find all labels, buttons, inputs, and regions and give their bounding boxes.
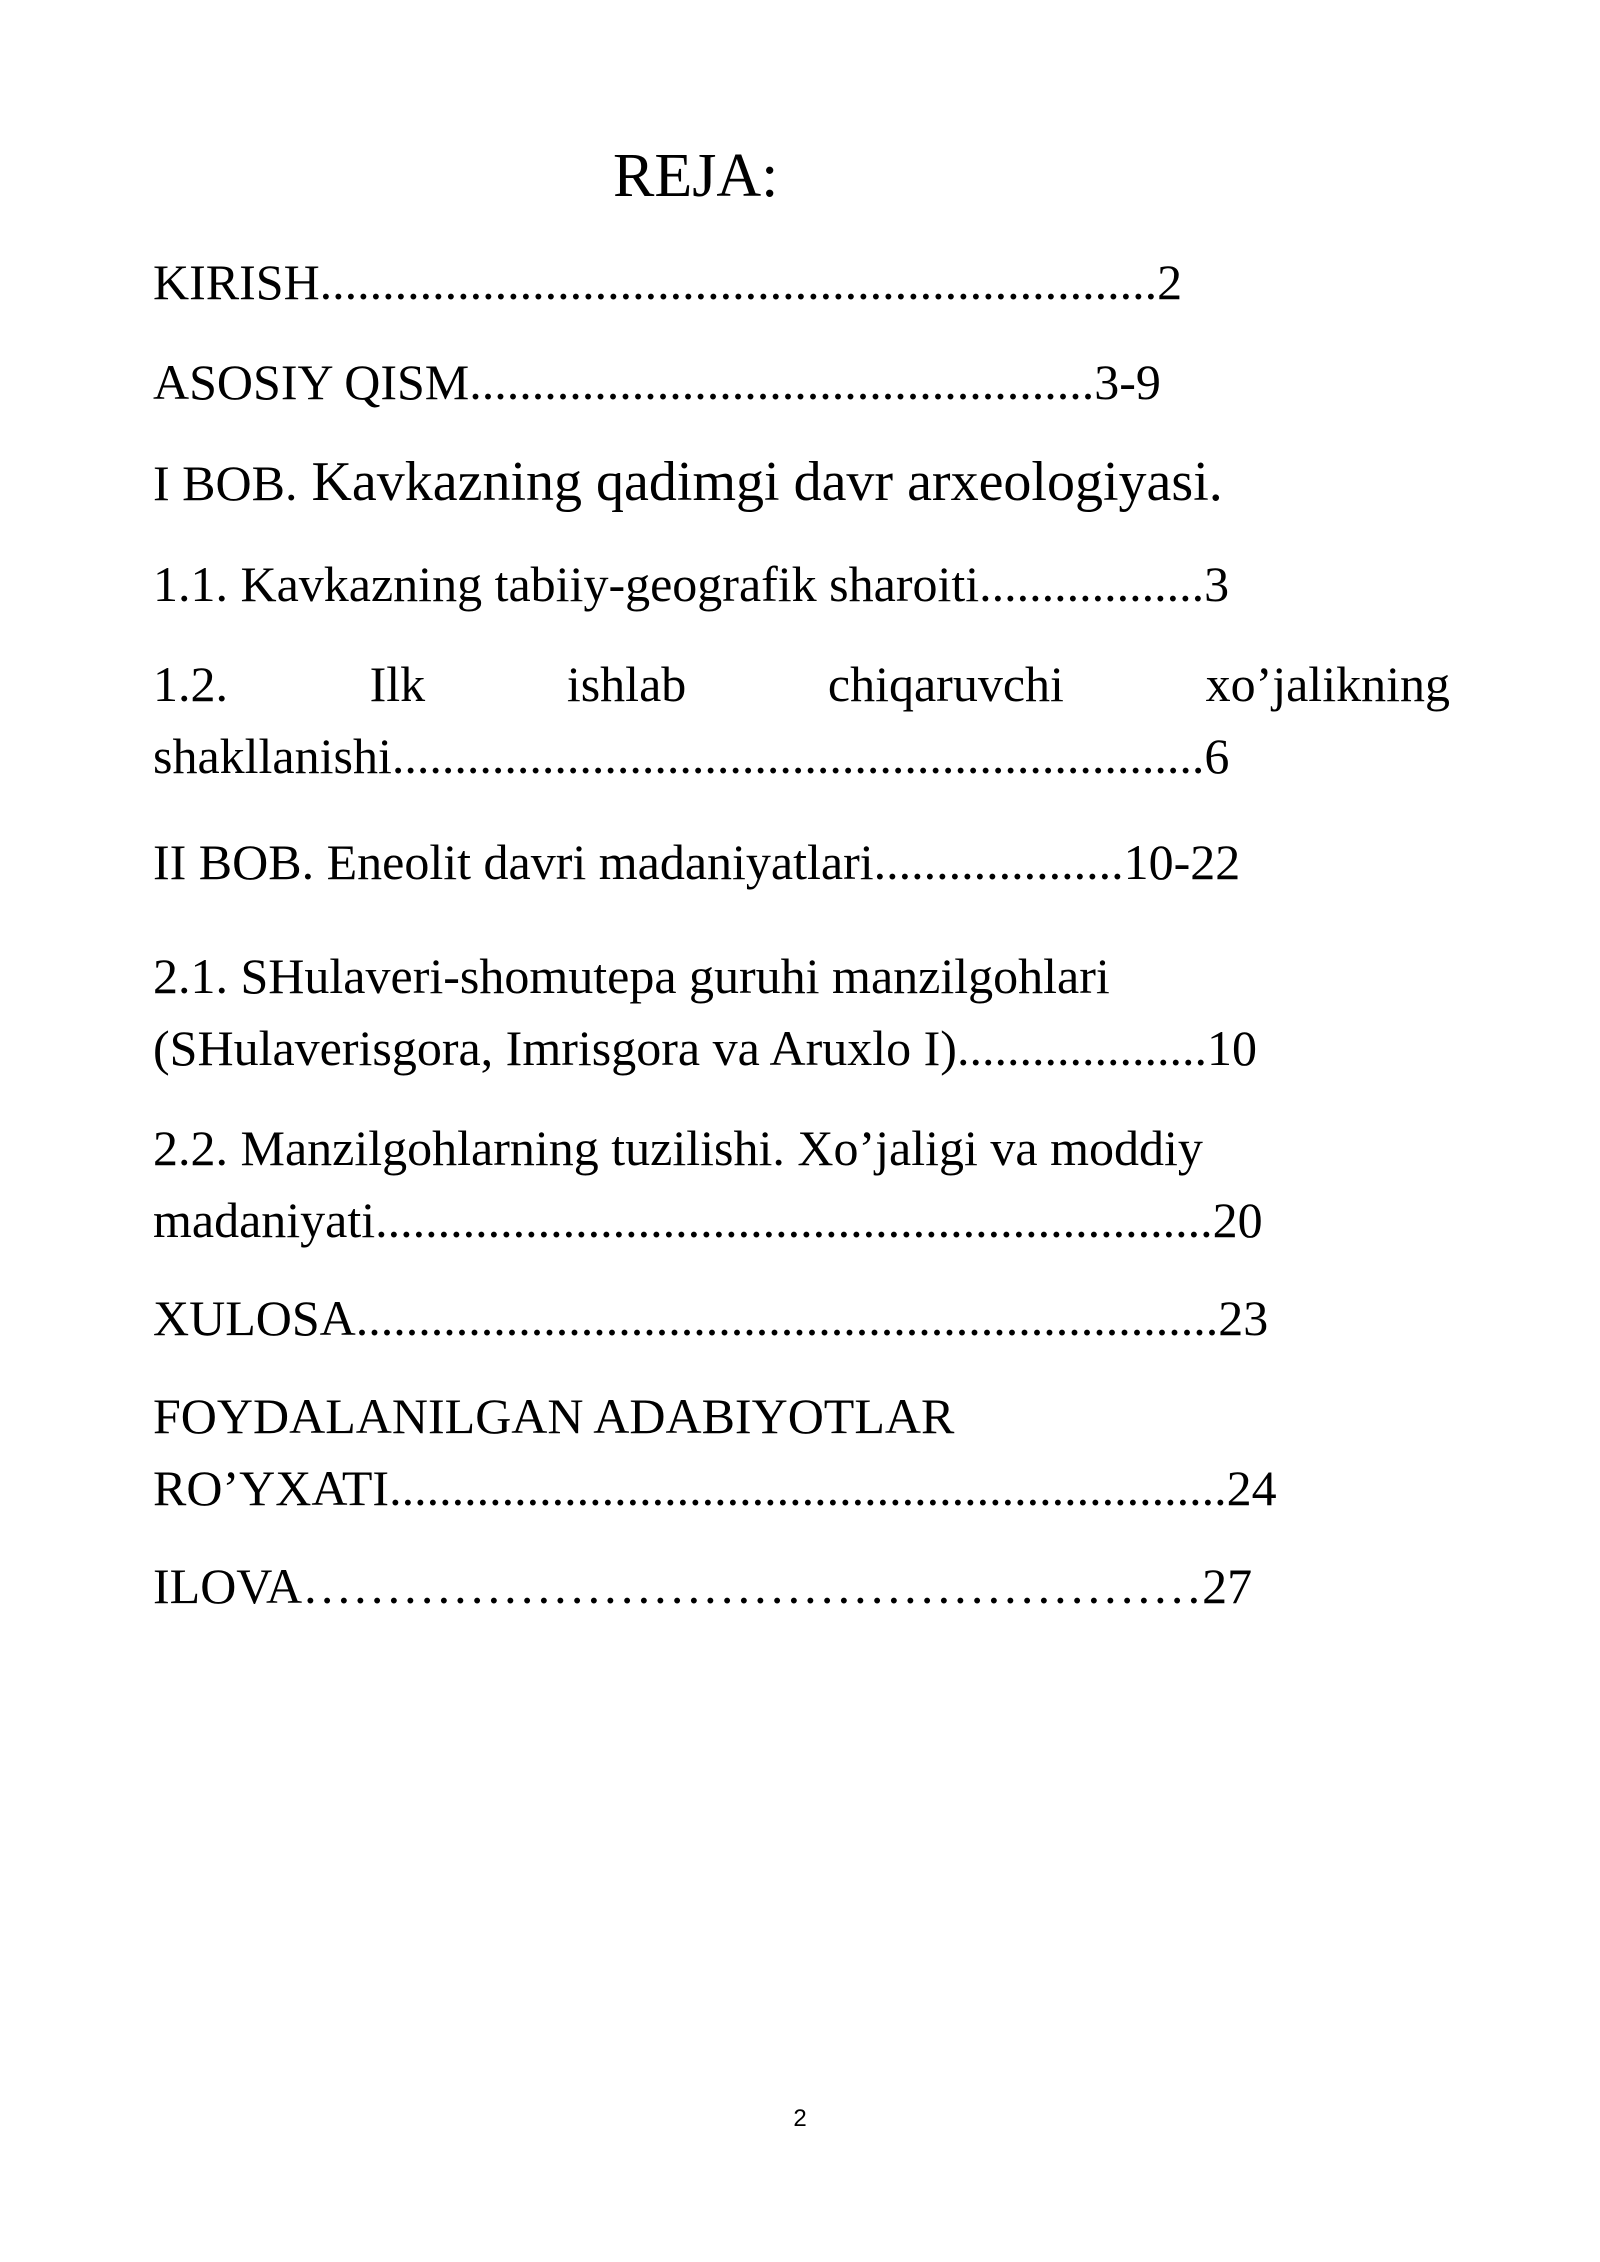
toc-entry-adabiyotlar-line2: RO’YXATI...................................................................24 xyxy=(153,1460,1277,1516)
page-number: 2 xyxy=(793,2105,807,2132)
toc-entry-2-2-line2: madaniyati...................................................................20 xyxy=(153,1192,1263,1248)
toc-entry-2-2-line1: 2.2. Manzilgohlarning tuzilishi. Xo’jaligi va moddiy xyxy=(153,1120,1203,1176)
toc-word: xo’jalikning xyxy=(1205,656,1450,712)
toc-entry-1-2-line2: shakllanishi.................................................................6 xyxy=(153,728,1230,784)
toc-entry-1-2-line1 xyxy=(153,654,1450,714)
toc-entry-bob-2: II BOB. Eneolit davri madaniyatlari....................10-22 xyxy=(153,834,1241,890)
toc-entry-bob-1 xyxy=(153,452,1223,513)
toc-word: ishlab xyxy=(566,656,687,712)
toc-entry-asosiy-qism: ASOSIY QISM..................................................3-9 xyxy=(153,354,1161,410)
toc-entry-adabiyotlar-line1: FOYDALANILGAN ADABIYOTLAR xyxy=(153,1388,955,1444)
bob-1-title: Kavkazning qadimgi davr arxeologiyasi. xyxy=(297,451,1223,513)
toc-word: Ilk xyxy=(369,656,426,712)
toc-entry-kirish: KIRISH...................................................................2 xyxy=(153,254,1183,310)
bob-1-prefix: I BOB. xyxy=(153,455,298,511)
toc-entry-1-1: 1.1. Kavkazning tabiiy-geografik sharoiti..................3 xyxy=(153,556,1230,612)
page-title: REJA: xyxy=(613,142,779,210)
toc-entry-ilova: ILOVA………………………………………………27 xyxy=(153,1558,1253,1614)
toc-entry-2-1-line1: 2.1. SHulaveri-shomutepa guruhi manzilgohlari xyxy=(153,948,1110,1004)
toc-word: 1.2. xyxy=(153,656,228,712)
toc-word: chiqaruvchi xyxy=(827,656,1064,712)
toc-entry-2-1-line2: (SHulaverisgora, Imrisgora va Aruxlo I)....................10 xyxy=(153,1020,1257,1076)
toc-entry-xulosa: XULOSA.....................................................................23 xyxy=(153,1290,1269,1346)
